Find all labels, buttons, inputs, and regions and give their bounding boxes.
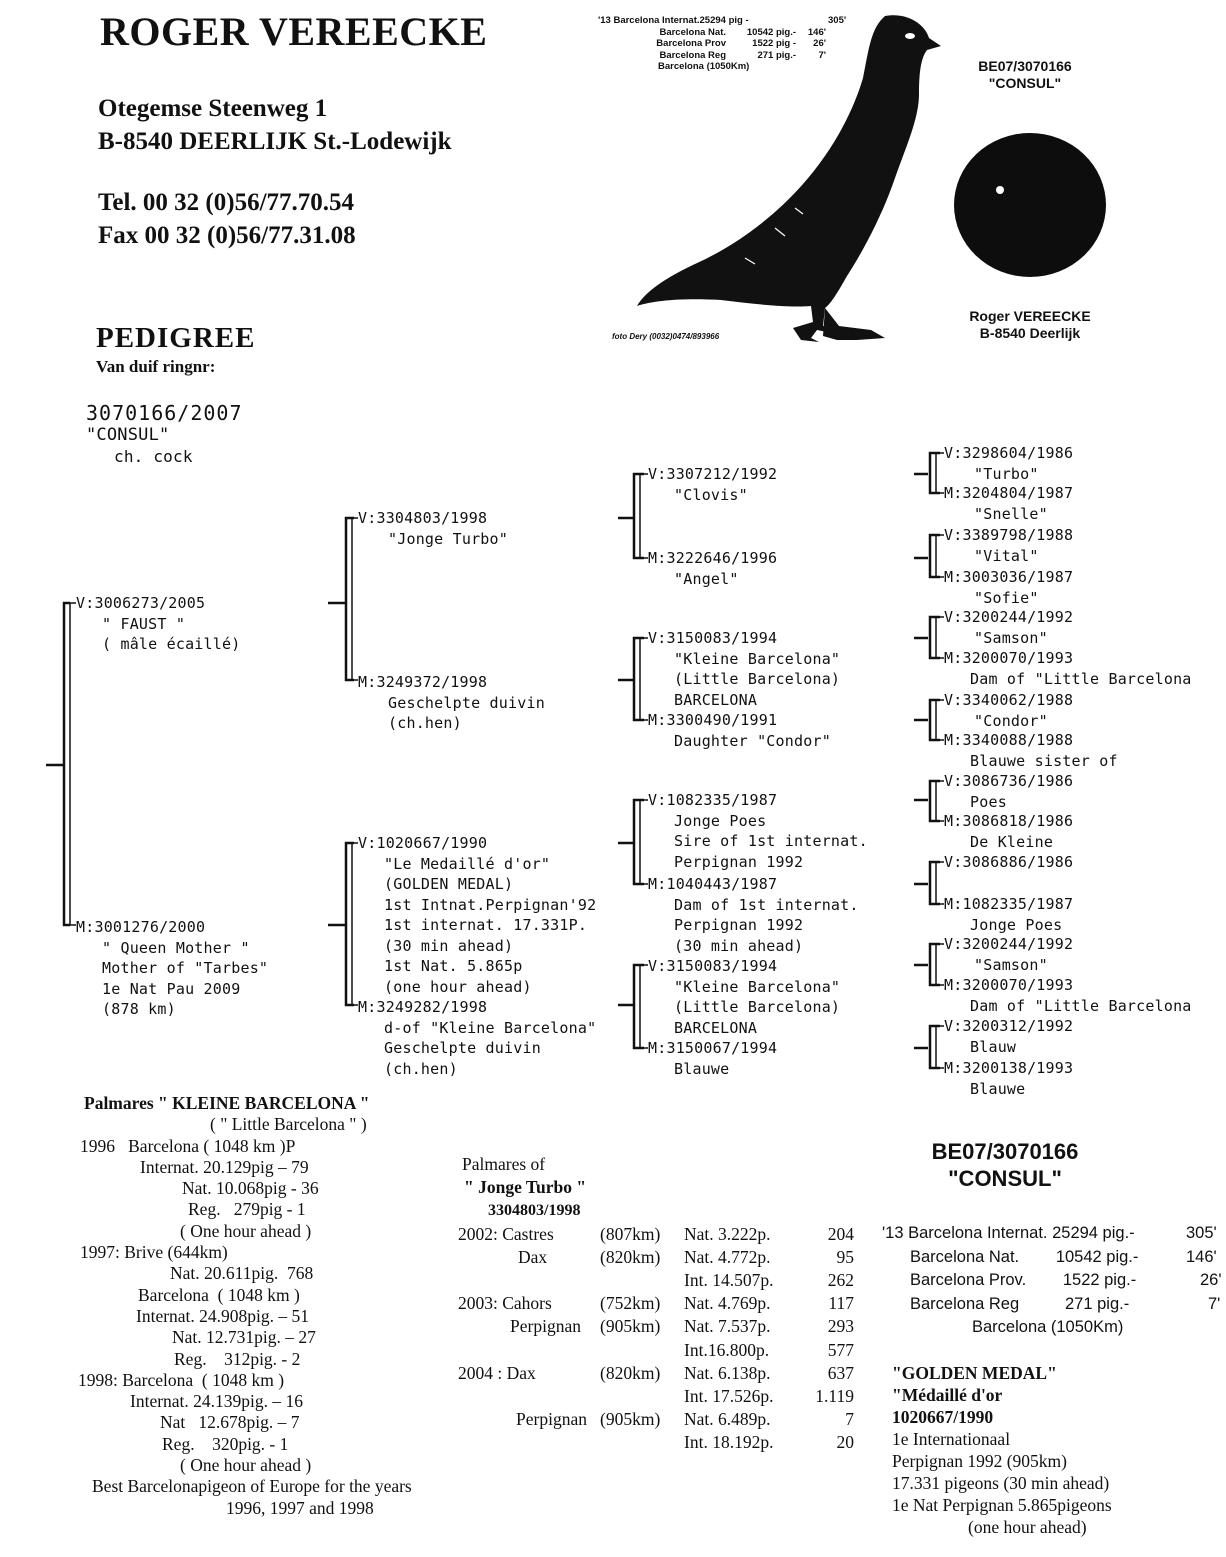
palmares-line: 1997: Brive (644km) <box>80 1242 228 1263</box>
ring-label: Van duif ringnr: <box>96 357 216 376</box>
jt-result: 2003: Cahors (752km) Nat. 4.769p. 117 <box>458 1293 854 1314</box>
golden-medal-block <box>892 1362 1112 1538</box>
palmares-line: Barcelona ( 1048 km ) <box>138 1284 300 1305</box>
stat-row: Barcelona Nat. 10542 pig.- 146' <box>659 26 826 38</box>
palmares-line: ( One hour ahead ) <box>180 1455 312 1476</box>
dam-g3-3: M:1040443/1987 Dam of 1st internat. Perpignan 1992 (30 min ahead) <box>648 875 859 955</box>
palmares-line: Internat. 24.139pig. – 16 <box>130 1391 304 1412</box>
palmares-line: Internat. 24.908pig. – 51 <box>136 1305 310 1326</box>
sire-g2-a: V:3304803/1998 "Jonge Turbo" <box>358 509 508 548</box>
palmares-line: Reg. 312pig. - 2 <box>174 1348 301 1369</box>
palmares-title: Palmares " KLEINE BARCELONA " <box>84 1093 370 1113</box>
g4-entry: V:3086886/1986 <box>944 853 1074 871</box>
sire-g1: V:3006273/2005 " FAUST " ( mâle écaillé) <box>76 594 241 653</box>
palmares-line: Nat. 10.068pig - 36 <box>182 1178 319 1199</box>
gm-line: 1e Nat Perpignan 5.865pigeons <box>892 1495 1112 1515</box>
jt-result: Int.16.800p. 577 <box>684 1339 854 1360</box>
stat-row: Barcelona Prov 1522 pig - 26' <box>656 38 826 49</box>
g4-entry: V:3340062/1988 "Condor" <box>944 691 1074 730</box>
palmares-line: Nat. 20.611pig. 768 <box>170 1263 314 1284</box>
palmares-line: 1996, 1997 and 1998 <box>226 1497 374 1518</box>
jt-result: 2004 : Dax (820km) Nat. 6.138p. 637 <box>458 1362 854 1383</box>
sire-g2-b: V:1020667/1990 "Le Medaillé d'or" (GOLDEN MEDAL) 1st Intnat.Perpignan'92 1st internat. 17.331P. (30 min ahead) 1st Nat. 5.865p (one hour ahead) <box>358 834 597 996</box>
consul-ring: BE07/3070166 <box>931 1139 1079 1164</box>
consul-stat-row: Barcelona Prov. 1522 pig.- 26' <box>910 1271 1222 1289</box>
palmares-line: Reg. 279pig - 1 <box>188 1199 306 1220</box>
g4-entry: V:3086736/1986 Poes <box>944 772 1074 811</box>
breeder-name: ROGER VEREECKE <box>100 9 488 54</box>
gm-line: 1020667/1990 <box>892 1407 994 1427</box>
owner-name: Roger VEREECKE <box>969 308 1091 324</box>
palmares-line: ( One hour ahead ) <box>180 1220 312 1241</box>
jt-result: Perpignan (905km) Nat. 7.537p. 293 <box>510 1316 854 1337</box>
palmares-line: 1998: Barcelona ( 1048 km ) <box>78 1369 285 1390</box>
gm-line: (one hour ahead) <box>968 1517 1087 1537</box>
dam-g3-4: M:3150067/1994 Blauwe <box>648 1039 778 1078</box>
consul-name: "CONSUL" <box>948 1166 1062 1191</box>
fax-line: Fax 00 32 (0)56/77.31.08 <box>98 222 356 249</box>
g4-entry: M:3340088/1988 Blauwe sister of <box>944 731 1118 770</box>
g4-entry: V:3200244/1992 "Samson" <box>944 935 1074 974</box>
dam-g2-a: M:3249372/1998 Geschelpte duivin (ch.hen) <box>358 673 545 732</box>
g4-entry: V:3298604/1986 "Turbo" <box>944 444 1074 483</box>
dam-g2-b: M:3249282/1998 d-of "Kleine Barcelona" Geschelpte duivin (ch.hen) <box>358 998 597 1078</box>
address-line: Otegemse Steenweg 1 <box>98 95 328 122</box>
dam-g1: M:3001276/2000 " Queen Mother " Mother of "Tarbes" 1e Nat Pau 2009 (878 km) <box>76 918 269 1018</box>
sire-g3-2: V:3150083/1994 "Kleine Barcelona" (Little Barcelona) BARCELONA <box>648 629 841 709</box>
photo-bird-name: "CONSUL" <box>988 75 1062 91</box>
g4-entry: V:3389798/1988 "Vital" <box>944 526 1074 565</box>
jt-result: Perpignan (905km) Nat. 6.489p. 7 <box>516 1409 854 1430</box>
palmares-kleine-barcelona <box>60 1093 500 1519</box>
palmares-line: Best Barcelonapigeon of Europe for the years <box>92 1476 412 1497</box>
palmares-line: Internat. 20.129pig – 79 <box>140 1156 309 1177</box>
consul-stat-row: Barcelona Nat. 10542 pig.- 146' <box>910 1247 1217 1266</box>
sire-g3-4: V:3150083/1994 "Kleine Barcelona" (Little Barcelona) BARCELONA <box>648 957 841 1037</box>
gm-line: Perpignan 1992 (905km) <box>892 1451 1067 1471</box>
subject-ring-number: 3070166/2007 <box>86 401 243 425</box>
g4-entry: M:1082335/1987 Jonge Poes <box>944 895 1074 934</box>
jt-result: Int. 17.526p. 1.119 <box>684 1386 854 1407</box>
subject-desc: ch. cock <box>114 447 193 466</box>
jt-result: Int. 18.192p. 20 <box>684 1432 854 1453</box>
palmares-line: Nat. 12.731pig. – 27 <box>172 1327 316 1348</box>
stat-row: '13 Barcelona Internat.25294 pig - 305' <box>598 15 847 26</box>
palmares-line: 1996 Barcelona ( 1048 km )P <box>80 1135 296 1156</box>
stat-footer: Barcelona (1050Km) <box>658 61 750 72</box>
pedigree-title: PEDIGREE <box>96 322 256 354</box>
g4-entry: M:3086818/1986 De Kleine <box>944 812 1074 851</box>
gm-line: "GOLDEN MEDAL" <box>892 1363 1057 1383</box>
jt-ring: 3304803/1998 <box>488 1202 581 1220</box>
palmares-line: Nat 12.678pig. – 7 <box>160 1412 300 1433</box>
jt-title: Palmares of <box>462 1154 546 1174</box>
address-line: B-8540 DEERLIJK St.-Lodewijk <box>98 128 452 155</box>
jt-result: Int. 14.507p. 262 <box>684 1270 854 1291</box>
consul-stats <box>882 1222 1222 1340</box>
g4-entry: M:3200138/1993 Blauwe <box>944 1059 1074 1098</box>
palmares-subtitle: ( " Little Barcelona " ) <box>210 1114 367 1135</box>
g4-entry: M:3200070/1993 Dam of "Little Barcelona <box>944 649 1192 688</box>
gm-line: 17.331 pigeons (30 min ahead) <box>892 1473 1110 1493</box>
subject-name: "CONSUL" <box>86 425 170 445</box>
palmares-jonge-turbo <box>458 1153 858 1455</box>
g4-entry: M:3200070/1993 Dam of "Little Barcelona <box>944 976 1192 1015</box>
consul-stat-row: '13 Barcelona Internat. 25294 pig.- 305' <box>882 1224 1217 1242</box>
g4-entry: V:3200244/1992 "Samson" <box>944 608 1074 647</box>
stat-row: Barcelona Reg 271 pig.- 7' <box>659 49 826 61</box>
jt-result: 2002: Castres (807km) Nat. 3.222p. 204 <box>458 1223 854 1244</box>
gm-line: "Médaillé d'or <box>892 1385 1003 1405</box>
sire-g3-3: V:1082335/1987 Jonge Poes Sire of 1st internat. Perpignan 1992 <box>648 791 868 871</box>
consul-stat-row: Barcelona Reg 271 pig.- 7' <box>910 1294 1221 1313</box>
palmares-line: Reg. 320pig. - 1 <box>162 1433 289 1454</box>
consul-stat-footer: Barcelona (1050Km) <box>972 1318 1124 1336</box>
g4-entry: M:3204804/1987 "Snelle" <box>944 484 1074 523</box>
sire-g3-1: V:3307212/1992 "Clovis" <box>648 465 778 504</box>
g4-entry: V:3200312/1992 Blauw <box>944 1017 1074 1056</box>
owner-location: B-8540 Deerlijk <box>979 325 1081 341</box>
photo-credit: foto Dery (0032)0474/893966 <box>612 332 720 341</box>
jt-bird-name: " Jonge Turbo " <box>464 1177 587 1198</box>
photo-ring: BE07/3070166 <box>978 58 1072 74</box>
consul-heading <box>870 1138 1140 1192</box>
gm-line: 1e Internationaal <box>892 1429 1011 1449</box>
dam-g3-1: M:3222646/1996 "Angel" <box>648 549 778 588</box>
phone-line: Tel. 00 32 (0)56/77.70.54 <box>98 189 355 216</box>
g4-entry: M:3003036/1987 "Sofie" <box>944 568 1074 607</box>
jt-result: Dax (820km) Nat. 4.772p. 95 <box>518 1246 854 1267</box>
dam-g3-2: M:3300490/1991 Daughter "Condor" <box>648 711 831 750</box>
